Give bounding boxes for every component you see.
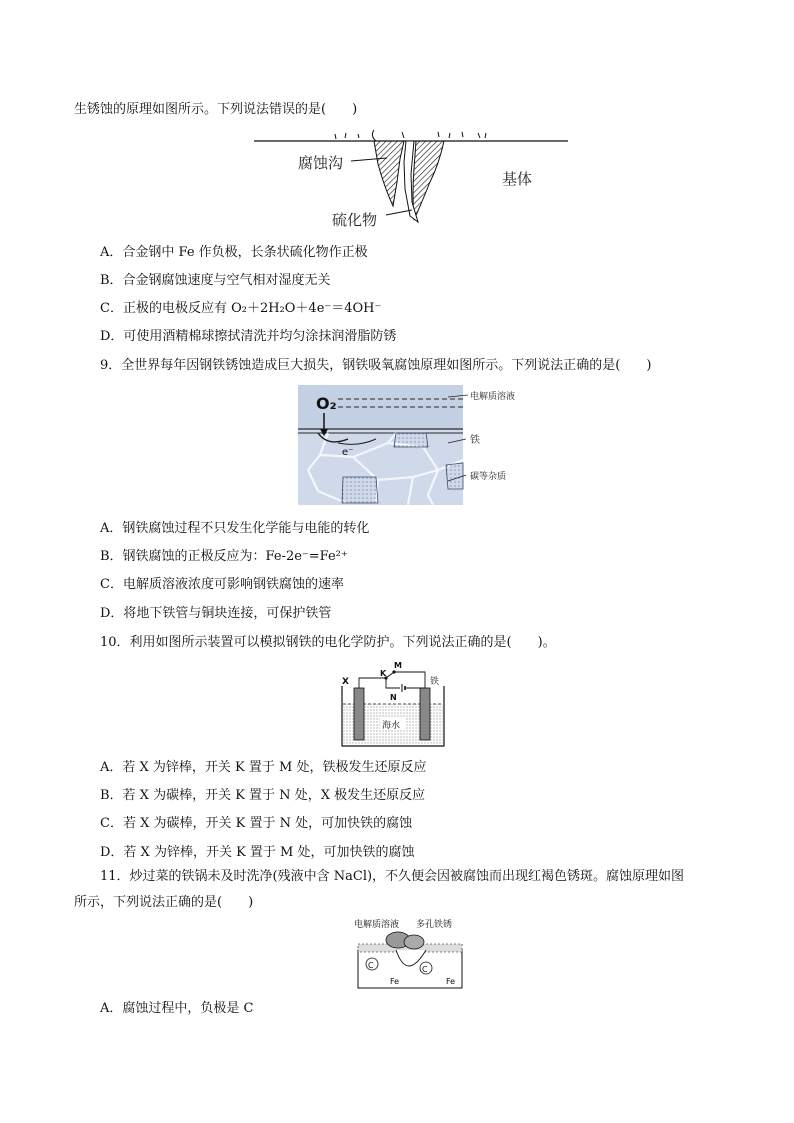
label-electrolyte: 电解质溶液	[470, 392, 516, 402]
q10-figure-protection-cell	[334, 658, 454, 750]
label-c1: C	[368, 961, 374, 970]
label-groove: 腐蚀沟	[298, 154, 344, 172]
carbon-impurity-3	[446, 463, 463, 489]
rust-blob-2	[404, 935, 424, 949]
q11-option-a: A．腐蚀过程中，负极是 C	[100, 1001, 254, 1016]
corrosion-groove-right	[413, 141, 444, 220]
surface-debris	[335, 132, 486, 139]
label-m: M	[394, 661, 402, 670]
label-n: N	[390, 693, 397, 702]
o2-label: O₂	[316, 394, 337, 413]
electron-label: e⁻	[342, 447, 354, 458]
label-seawater: 海水	[382, 721, 401, 731]
electrode-iron	[420, 688, 430, 740]
q9-stem: 9．全世界每年因钢铁锈蚀造成巨大损失，钢铁吸氧腐蚀原理如图所示。下列说法正确的是( )	[100, 358, 652, 373]
q10-option-a: A．若 X 为锌棒，开关 K 置于 M 处，铁极发生还原反应	[100, 760, 427, 775]
q8-option-a: A．合金钢中 Fe 作负极，长条状硫化物作正极	[100, 245, 368, 260]
q8-stem-tail: 生锈蚀的原理如图所示。下列说法错误的是( )	[74, 102, 358, 117]
label-carbon: 碳等杂质	[470, 472, 507, 482]
carbon-impurity-2	[394, 433, 428, 447]
q9-option-c: C．电解质溶液浓度可影响钢铁腐蚀的速率	[100, 577, 344, 592]
q8-figure-sulfide-corrosion	[250, 124, 580, 234]
label-k: K	[380, 669, 387, 678]
label-iron: 铁	[430, 677, 440, 687]
label-electrolyte: 电解质溶液	[354, 920, 400, 930]
label-sulfide: 硫化物	[332, 211, 378, 229]
q9-option-d: D．将地下铁管与铜块连接，可保护铁管	[100, 606, 332, 621]
q9-option-b: B．钢铁腐蚀的正极反应为：Fe-2e⁻=Fe²⁺	[100, 549, 348, 564]
carbon-impurity-1	[342, 477, 378, 503]
label-iron: 铁	[470, 435, 480, 446]
label-x: X	[342, 677, 349, 687]
q10-option-d: D．若 X 为锌棒，开关 K 置于 M 处，可加快铁的腐蚀	[100, 845, 415, 860]
q9-figure-oxygen-corrosion	[298, 385, 523, 505]
q10-stem: 10．利用如图所示装置可以模拟钢铁的电化学防护。下列说法正确的是( )。	[100, 635, 556, 650]
q10-option-b: B．若 X 为碳棒，开关 K 置于 N 处，X 极发生还原反应	[100, 788, 426, 803]
q9-option-a: A．钢铁腐蚀过程不只发生化学能与电能的转化	[100, 521, 370, 536]
q11-stem-line2: 所示，下列说法正确的是( )	[74, 895, 254, 910]
q8-option-d: D．可使用酒精棉球擦拭清洗并均匀涂抹润滑脂防锈	[100, 329, 397, 344]
corrosion-groove-left	[374, 141, 404, 206]
label-fe1: Fe	[390, 977, 400, 986]
label-fe2: Fe	[446, 977, 456, 986]
label-base: 基体	[502, 170, 533, 188]
wire-iron	[394, 672, 425, 688]
small-arc	[372, 130, 376, 141]
q8-option-c: C．正极的电极反应有 O₂＋2H₂O＋4e⁻＝4OH⁻	[100, 301, 382, 316]
q11-stem-line1: 11．炒过菜的铁锅未及时洗净(残液中含 NaCl)，不久便会因被腐蚀而出现红褐色锈斑。腐蚀原理如图	[100, 869, 685, 884]
electrode-x	[354, 688, 364, 740]
q10-option-c: C．若 X 为碳棒，开关 K 置于 N 处，可加快铁的腐蚀	[100, 816, 413, 831]
label-c2: C	[422, 965, 428, 974]
terminal-m	[392, 670, 395, 673]
label-rust: 多孔铁锈	[416, 920, 453, 930]
q8-option-b: B．合金钢腐蚀速度与空气相对湿度无关	[100, 273, 331, 288]
wire-n	[386, 678, 400, 688]
wire-x	[359, 678, 386, 688]
sulfide-leader	[386, 210, 412, 215]
q11-figure-pan-corrosion	[352, 916, 466, 990]
